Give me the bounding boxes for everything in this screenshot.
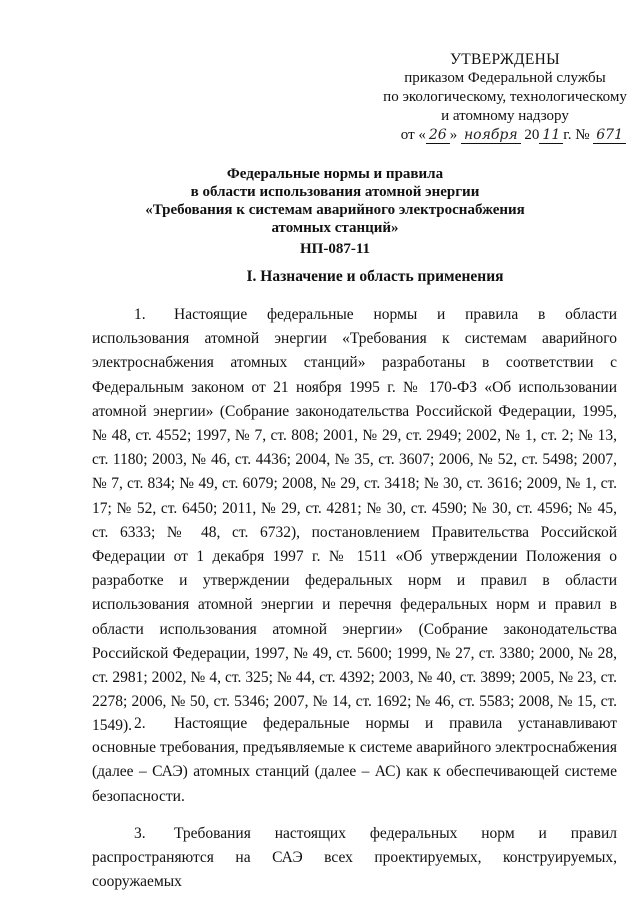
order-number-handwritten: 671 (593, 127, 626, 144)
approval-date-line (380, 126, 630, 145)
section-heading: I. Назначение и область применения (246, 268, 504, 285)
paragraph-text: Настоящие федеральные нормы и правила в области использования атомной энергии «Требования к системам аварийного электроснабжения атомных станций» разработаны в соответствии с Федеральным законом от 21 ноября 1995 г. № 170-ФЗ «Об использовании атомной энергии» (Собрание законодательства Российской Федерации, 1995, № 48, ст. 4552; 1997, № 7, ст. 808; 2001, № 29, ст. 2949; 2002, № 1, ст. 2; № 13, ст. 1180; 2003, № 46, ст. 4436; 2004, № 35, ст. 3607; 2006, № 52, ст. 5498; 2007, № 7, ст. 834; № 49, ст. 6079; 2008, № 29, ст. 3418; № 30, ст. 3616; 2009, № 1, ст. 17; № 52, ст. 6450; 2011, № 29, ст. 4281; № 30, ст. 4590; № 30, ст. 4596; № 45, ст. 6333; № 48, ст. 6732), постановлением Правительства Российской Федерации от 1 декабря 1997 г. № 1511 «Об утверждении Положения о разработке и утверждении федеральных норм и правил в области использования атомной энергии и перечня федеральных норм и правил в области использования атомной энергии» (Собрание законодательства Российской Федерации, 1997, № 49, ст. 5600; 1999, № 27, ст. 3380; 2000, № 28, ст. 2981; 2002, № 4, ст. 325; № 44, ст. 4392; 2003, № 40, ст. 3899; 2005, № 23, ст. 2278; 2006, № 50, ст. 5346; 2007, № 14, ст. 1692; № 46, ст. 5583; 2008, № 15, ст. 1549). (92, 306, 617, 735)
document-title (95, 165, 575, 258)
date-prefix: от « (400, 127, 426, 143)
date-quote-close: » (449, 127, 458, 143)
date-year-handwritten: 11 (539, 127, 563, 144)
paragraph-1 (92, 303, 617, 739)
title-line-3: «Требования к системам аварийного электроснабжения (145, 202, 525, 218)
paragraph-3 (92, 822, 617, 895)
title-line-4: атомных станций» (271, 220, 399, 236)
approval-line-1: приказом Федеральной службы (404, 70, 606, 86)
document-code: НП-087-11 (300, 241, 370, 257)
approval-title: УТВЕРЖДЕНЫ (450, 51, 560, 68)
paragraph-text: Требования настоящих федеральных норм и правил распространяются на САЭ всех проектируемых, конструируемых, сооружаемых (92, 825, 617, 891)
paragraph-2 (92, 712, 617, 809)
approval-line-2: по экологическому, технологическому (383, 89, 627, 105)
date-year-tail: г. № (563, 127, 590, 143)
paragraph-text: Настоящие федеральные нормы и правила устанавливают основные требования, предъявляемые к системе аварийного электроснабжения (далее – САЭ) атомных станций (далее – АС) как к обеспечивающей системе безопасности. (92, 715, 617, 805)
approval-line-3: и атомному надзору (441, 108, 569, 124)
paragraph-number: 2. (134, 715, 146, 732)
title-line-1: Федеральные нормы и правила (226, 166, 444, 182)
paragraph-number: 1. (134, 306, 146, 323)
title-line-2: в области использования атомной энергии (190, 184, 480, 200)
approval-stamp (380, 50, 630, 145)
date-day-handwritten: 26 (426, 127, 450, 144)
date-month-handwritten: ноября (461, 127, 521, 144)
paragraph-number: 3. (134, 825, 146, 842)
date-year-prefix: 20 (524, 127, 540, 143)
